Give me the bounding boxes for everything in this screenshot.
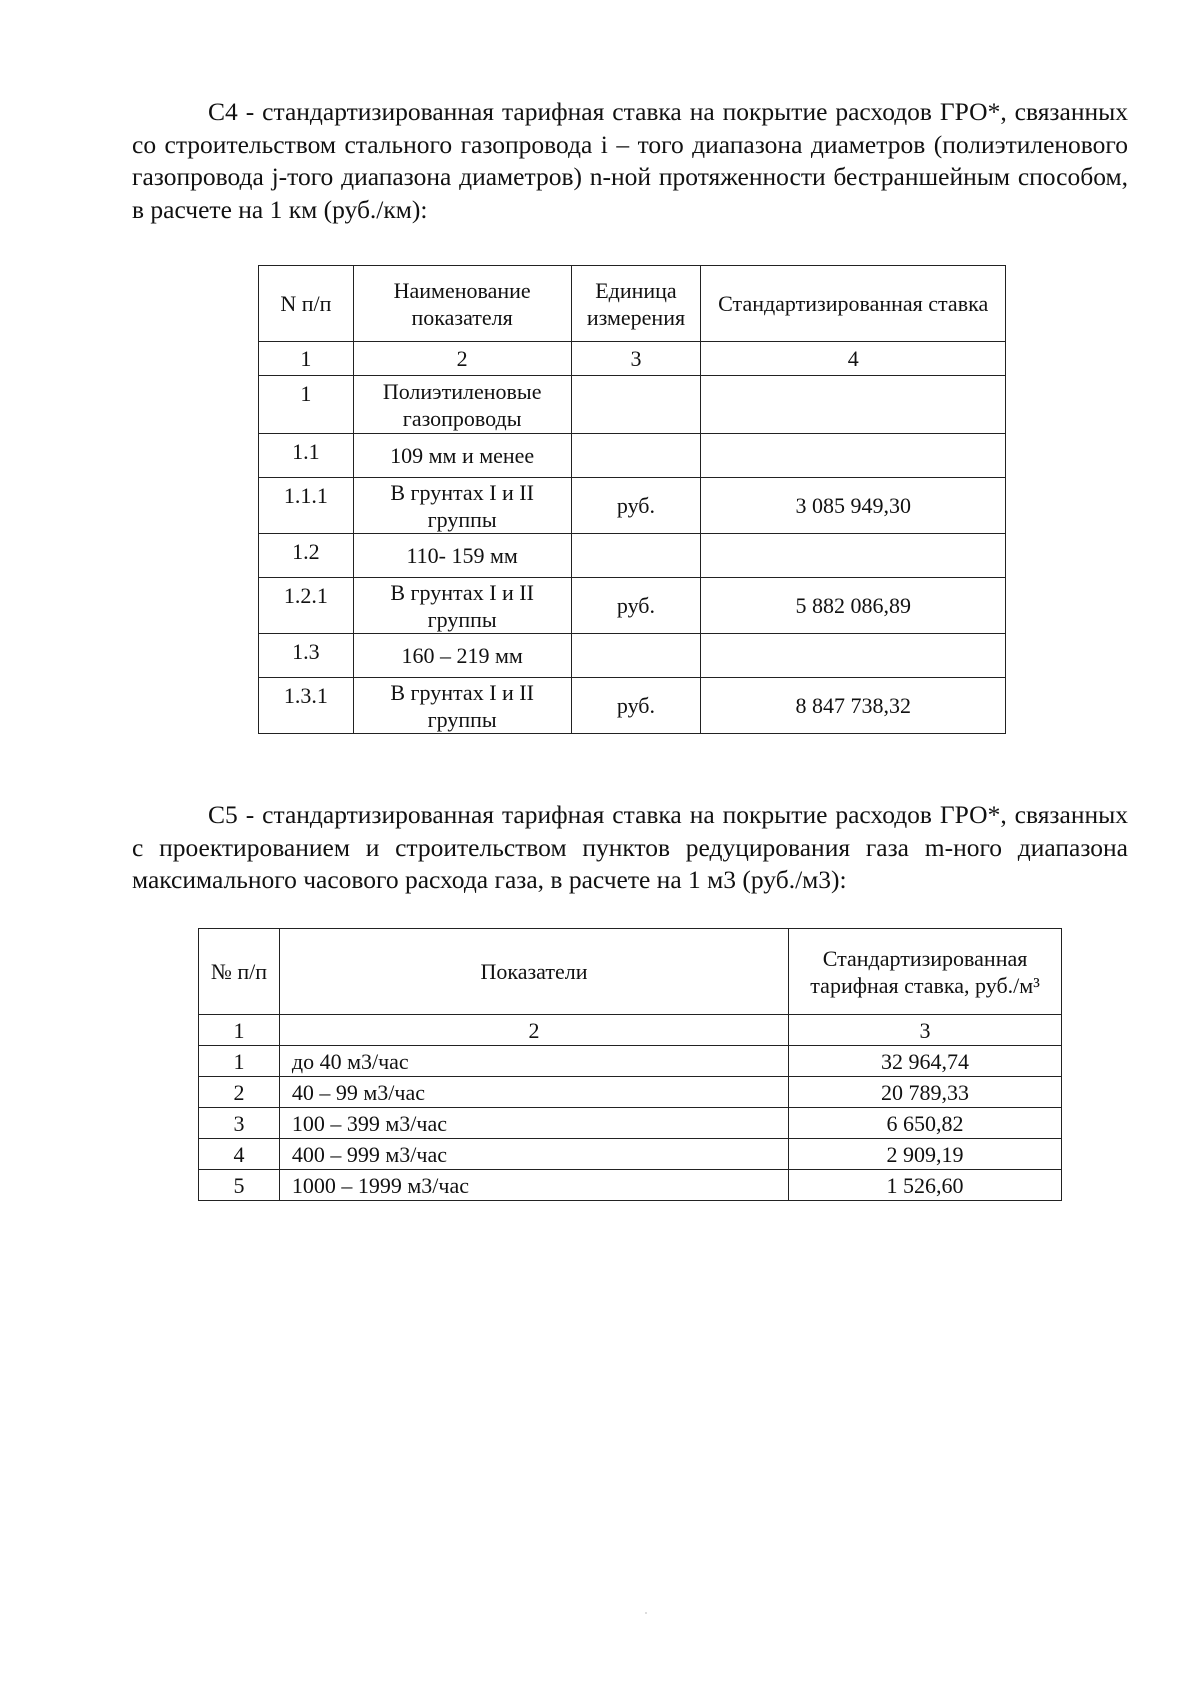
row-rate (701, 634, 1006, 678)
row-name: 160 – 219 мм (353, 634, 571, 678)
row-rate: 2 909,19 (789, 1139, 1062, 1170)
row-name: В грунтах I и II группы (353, 578, 571, 634)
column-header-indicators: Показатели (279, 929, 788, 1015)
table-row (199, 1170, 1062, 1201)
table-row (259, 678, 1006, 734)
table-row (199, 1046, 1062, 1077)
row-number: 1.3 (259, 634, 354, 678)
row-name: 109 мм и менее (353, 434, 571, 478)
column-header-number: N п/п (259, 266, 354, 342)
table-row (259, 634, 1006, 678)
c4-rate-table (258, 265, 1006, 734)
row-name: 40 – 99 м3/час (279, 1077, 788, 1108)
c4-paragraph: С4 - стандартизированная тарифная ставка на покрытие расходов ГРО*, связанных со строительством стального газопровода i – того диапазона диаметров (полиэтиленового газопровода j-того диапазона диаметров) n-ной протяженности бестраншейным способом, в расчете на 1 км (руб./км): (132, 97, 1128, 224)
row-name: В грунтах I и II группы (353, 478, 571, 534)
table-header-row (259, 266, 1006, 342)
index-cell: 2 (353, 342, 571, 376)
row-rate: 1 526,60 (789, 1170, 1062, 1201)
row-name: Полиэтиленовые газопроводы (353, 376, 571, 434)
row-rate: 8 847 738,32 (701, 678, 1006, 734)
table-row (199, 1139, 1062, 1170)
index-cell: 3 (789, 1015, 1062, 1046)
row-rate (701, 376, 1006, 434)
row-unit (571, 534, 701, 578)
row-number: 1 (199, 1046, 280, 1077)
row-number: 2 (199, 1077, 280, 1108)
table-index-row (259, 342, 1006, 376)
column-header-rate: Стандартизированная тарифная ставка, руб./м³ (789, 929, 1062, 1015)
row-number: 1.1.1 (259, 478, 354, 534)
row-number: 4 (199, 1139, 280, 1170)
table-row (259, 478, 1006, 534)
row-rate: 32 964,74 (789, 1046, 1062, 1077)
row-rate: 3 085 949,30 (701, 478, 1006, 534)
scan-speck (645, 1612, 647, 1614)
table-row (199, 1077, 1062, 1108)
row-name: до 40 м3/час (279, 1046, 788, 1077)
row-number: 1.2.1 (259, 578, 354, 634)
table-index-row (199, 1015, 1062, 1046)
row-unit (571, 434, 701, 478)
row-name: В грунтах I и II группы (353, 678, 571, 734)
table-row (259, 376, 1006, 434)
c5-paragraph: С5 - стандартизированная тарифная ставка на покрытие расходов ГРО*, связанных с проектированием и строительством пунктов редуцирования газа m-ного диапазона максимального часового расхода газа, в расчете на 1 м3 (руб./м3): (132, 800, 1128, 894)
row-number: 1.1 (259, 434, 354, 478)
row-name: 400 – 999 м3/час (279, 1139, 788, 1170)
row-rate: 6 650,82 (789, 1108, 1062, 1139)
index-cell: 1 (199, 1015, 280, 1046)
table-row (259, 578, 1006, 634)
row-rate (701, 534, 1006, 578)
row-number: 1 (259, 376, 354, 434)
row-name: 1000 – 1999 м3/час (279, 1170, 788, 1201)
table-row (199, 1108, 1062, 1139)
row-name: 100 – 399 м3/час (279, 1108, 788, 1139)
row-unit: руб. (571, 678, 701, 734)
row-unit (571, 376, 701, 434)
column-header-unit: Единица измерения (571, 266, 701, 342)
c5-rate-table (198, 928, 1062, 1201)
row-rate: 5 882 086,89 (701, 578, 1006, 634)
row-unit: руб. (571, 478, 701, 534)
row-unit: руб. (571, 578, 701, 634)
column-header-number: № п/п (199, 929, 280, 1015)
index-cell: 1 (259, 342, 354, 376)
row-number: 5 (199, 1170, 280, 1201)
row-number: 3 (199, 1108, 280, 1139)
index-cell: 4 (701, 342, 1006, 376)
row-name: 110- 159 мм (353, 534, 571, 578)
row-number: 1.2 (259, 534, 354, 578)
row-unit (571, 634, 701, 678)
row-rate (701, 434, 1006, 478)
table-row (259, 534, 1006, 578)
row-number: 1.3.1 (259, 678, 354, 734)
table-header-row (199, 929, 1062, 1015)
index-cell: 3 (571, 342, 701, 376)
column-header-name: Наименование показателя (353, 266, 571, 342)
row-rate: 20 789,33 (789, 1077, 1062, 1108)
column-header-rate: Стандартизированная ставка (701, 266, 1006, 342)
index-cell: 2 (279, 1015, 788, 1046)
table-row (259, 434, 1006, 478)
